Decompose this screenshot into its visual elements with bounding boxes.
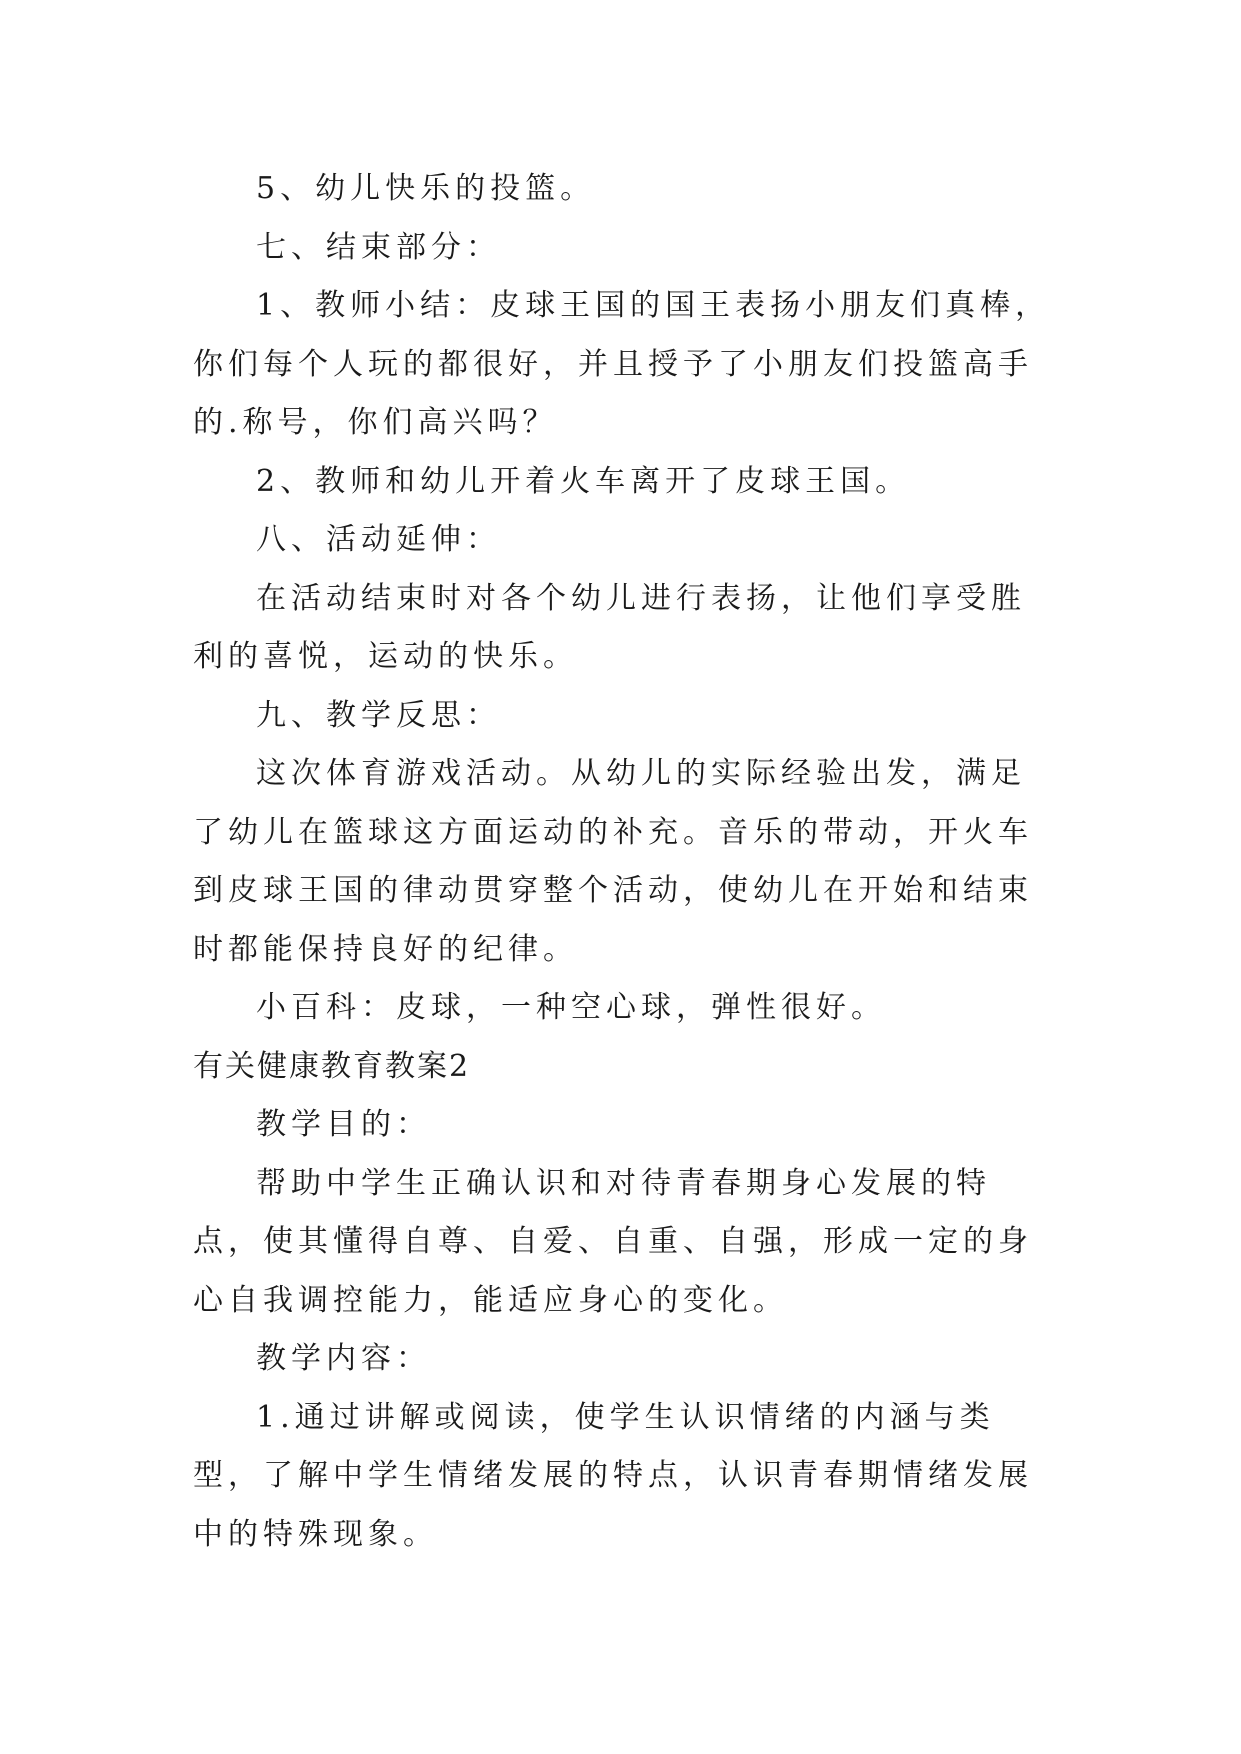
section-heading-content: 教学内容：	[256, 1341, 431, 1376]
section-heading-reflection: 九、教学反思：	[256, 697, 501, 733]
section-heading-extension: 八、活动延伸：	[256, 522, 501, 557]
section-heading-objectives: 教学目的：	[256, 1107, 431, 1142]
paragraph-objectives: 帮助中学生正确认识和对待青春期身心发展的特点，使其懂得自尊、自爱、自重、自强，形成一定的身心自我调控能力，能适应身心的变化。	[193, 1165, 1033, 1318]
paragraph-teacher-summary: 1、教师小结：皮球王国的国王表扬小朋友们真棒，你们每个人玩的都很好，并且授予了小朋友们投篮高手的.称号，你们高兴吗？	[193, 288, 1051, 440]
document-body	[193, 160, 1058, 1564]
paragraph-leave-kingdom: 2、教师和幼儿开着火车离开了皮球王国。	[256, 463, 911, 499]
paragraph-encyclopedia: 小百科：皮球，一种空心球，弹性很好。	[256, 990, 886, 1025]
paragraph-step-5: 5、幼儿快乐的投篮。	[256, 171, 596, 206]
paragraph-reflection: 这次体育游戏活动。从幼儿的实际经验出发，满足了幼儿在篮球这方面运动的补充。音乐的带动，开火车到皮球王国的律动贯穿整个活动，使幼儿在开始和结束时都能保持良好的纪律。	[193, 756, 1033, 967]
section-heading-closing: 七、结束部分：	[256, 229, 501, 265]
paragraph-content-1: 1.通过讲解或阅读，使学生认识情绪的内涵与类型，了解中学生情绪发展的特点，认识青春期情绪发展中的特殊现象。	[193, 1399, 1033, 1552]
document-title-2: 有关健康教育教案2	[193, 1048, 471, 1084]
paragraph-extension: 在活动结束时对各个幼儿进行表扬，让他们享受胜利的喜悦，运动的快乐。	[193, 580, 1026, 674]
